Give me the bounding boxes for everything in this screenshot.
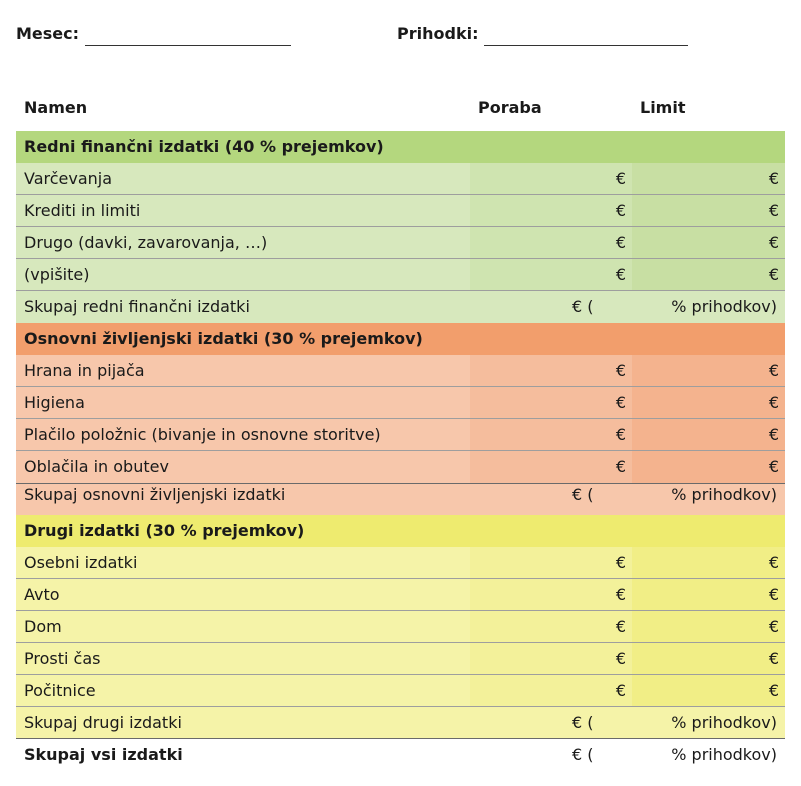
row-label: Drugo (davki, zavarovanja, …) (24, 233, 268, 252)
currency-symbol: € (768, 425, 779, 444)
total-label: Skupaj osnovni življenjski izdatki (24, 485, 286, 504)
currency-symbol: € (615, 393, 626, 412)
currency-symbol: € (768, 201, 779, 220)
row-label: Počitnice (24, 681, 96, 700)
currency-symbol: € (615, 201, 626, 220)
row-label: Krediti in limiti (24, 201, 141, 220)
grand-total-row (16, 739, 785, 771)
total-label: Skupaj drugi izdatki (24, 713, 182, 732)
row-label: Oblačila in obutev (24, 457, 169, 476)
currency-symbol: € (768, 233, 779, 252)
spending-cell[interactable] (470, 355, 632, 386)
limit-cell[interactable] (632, 163, 785, 194)
limit-cell[interactable] (632, 195, 785, 226)
table-row (16, 259, 785, 291)
month-input-line[interactable] (85, 27, 291, 46)
limit-cell[interactable] (632, 675, 785, 706)
row-label: (vpišite) (24, 265, 90, 284)
currency-symbol: € (615, 553, 626, 572)
table-row (16, 387, 785, 419)
table-row (16, 451, 785, 483)
table-row (16, 675, 785, 707)
total-currency[interactable]: € ( (572, 713, 594, 732)
currency-symbol: € (768, 361, 779, 380)
category-header-basic-living (16, 323, 785, 355)
currency-symbol: € (768, 553, 779, 572)
table-row (16, 611, 785, 643)
limit-cell[interactable] (632, 643, 785, 674)
table-row (16, 579, 785, 611)
spending-cell[interactable] (470, 675, 632, 706)
limit-cell[interactable] (632, 419, 785, 450)
spending-cell[interactable] (470, 259, 632, 290)
table-row (16, 643, 785, 675)
spending-cell[interactable] (470, 195, 632, 226)
currency-symbol: € (768, 393, 779, 412)
spending-cell[interactable] (470, 163, 632, 194)
month-field (16, 22, 291, 46)
table-row (16, 227, 785, 259)
category-title: Redni finančni izdatki (40 % prejemkov) (24, 137, 384, 156)
category-header-other (16, 515, 785, 547)
section-total-row (16, 483, 785, 515)
row-label: Plačilo položnic (bivanje in osnovne storitve) (24, 425, 381, 444)
currency-symbol: € (768, 649, 779, 668)
currency-symbol: € (615, 649, 626, 668)
total-label: Skupaj redni finančni izdatki (24, 297, 250, 316)
limit-cell[interactable] (632, 387, 785, 418)
total-currency[interactable]: € ( (572, 745, 594, 764)
row-label: Osebni izdatki (24, 553, 138, 572)
spending-cell[interactable] (470, 547, 632, 578)
row-label: Avto (24, 585, 60, 604)
total-currency[interactable]: € ( (572, 485, 594, 504)
total-currency[interactable]: € ( (572, 297, 594, 316)
spending-cell[interactable] (470, 611, 632, 642)
currency-symbol: € (768, 169, 779, 188)
spending-cell[interactable] (470, 643, 632, 674)
column-header-limit: Limit (640, 98, 686, 117)
currency-symbol: € (615, 425, 626, 444)
income-label: Prihodki: (397, 24, 479, 43)
table-row (16, 547, 785, 579)
row-label: Dom (24, 617, 62, 636)
spending-cell[interactable] (470, 387, 632, 418)
table-row (16, 195, 785, 227)
limit-cell[interactable] (632, 611, 785, 642)
currency-symbol: € (615, 457, 626, 476)
row-label: Hrana in pijača (24, 361, 145, 380)
grand-total-label: Skupaj vsi izdatki (24, 745, 183, 764)
currency-symbol: € (615, 617, 626, 636)
spending-cell[interactable] (470, 579, 632, 610)
income-field (397, 22, 688, 46)
currency-symbol: € (615, 361, 626, 380)
limit-cell[interactable] (632, 547, 785, 578)
currency-symbol: € (615, 265, 626, 284)
total-percent[interactable]: % prihodkov) (671, 485, 777, 504)
category-header-regular-financial (16, 131, 785, 163)
limit-cell[interactable] (632, 355, 785, 386)
row-label: Higiena (24, 393, 85, 412)
month-label: Mesec: (16, 24, 80, 43)
limit-cell[interactable] (632, 451, 785, 483)
category-title: Drugi izdatki (30 % prejemkov) (24, 521, 305, 540)
currency-symbol: € (768, 585, 779, 604)
category-title: Osnovni življenjski izdatki (30 % prejemkov) (24, 329, 423, 348)
currency-symbol: € (768, 617, 779, 636)
total-percent[interactable]: % prihodkov) (671, 745, 777, 764)
currency-symbol: € (615, 681, 626, 700)
limit-cell[interactable] (632, 227, 785, 258)
currency-symbol: € (768, 681, 779, 700)
column-header-purpose: Namen (24, 98, 88, 117)
row-label: Prosti čas (24, 649, 101, 668)
currency-symbol: € (615, 585, 626, 604)
currency-symbol: € (768, 265, 779, 284)
budget-table (16, 131, 785, 771)
total-percent[interactable]: % prihodkov) (671, 713, 777, 732)
table-row (16, 355, 785, 387)
row-label: Varčevanja (24, 169, 113, 188)
limit-cell[interactable] (632, 259, 785, 290)
total-percent[interactable]: % prihodkov) (671, 297, 777, 316)
spending-cell[interactable] (470, 451, 632, 483)
section-total-row (16, 707, 785, 739)
table-row (16, 419, 785, 451)
currency-symbol: € (615, 233, 626, 252)
column-header-spending: Poraba (478, 98, 542, 117)
section-total-row (16, 291, 785, 323)
spending-cell[interactable] (470, 227, 632, 258)
currency-symbol: € (615, 169, 626, 188)
limit-cell[interactable] (632, 579, 785, 610)
table-row (16, 163, 785, 195)
income-input-line[interactable] (484, 27, 688, 46)
currency-symbol: € (768, 457, 779, 476)
spending-cell[interactable] (470, 419, 632, 450)
